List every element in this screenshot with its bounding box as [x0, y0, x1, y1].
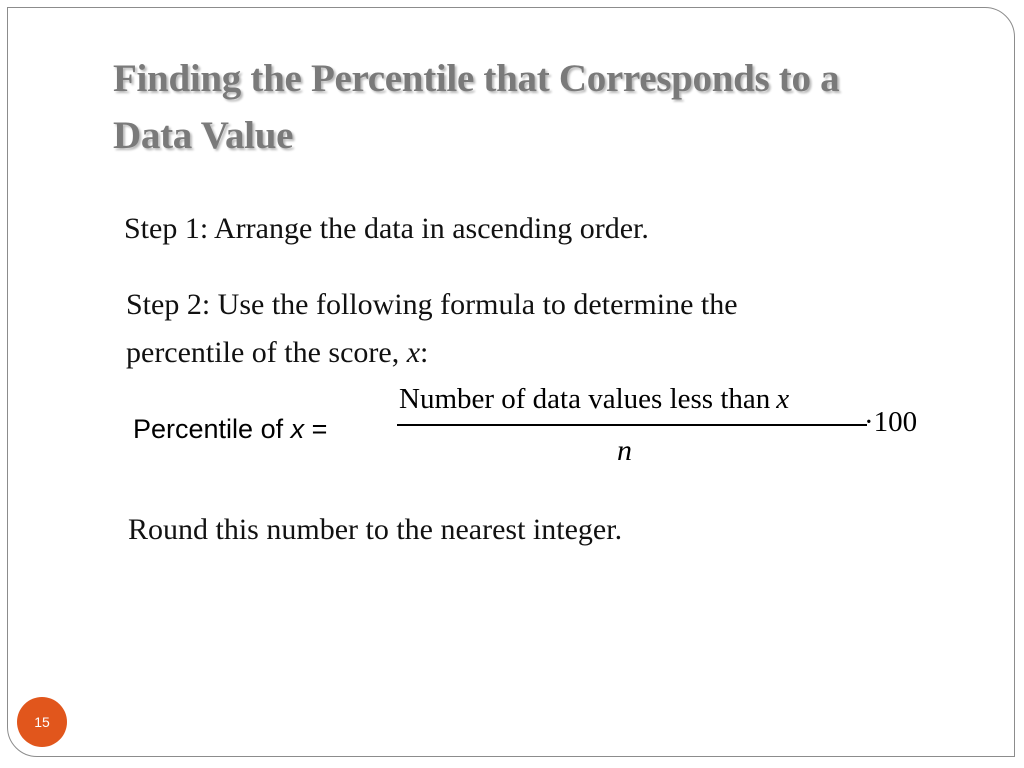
formula-fraction-bar: [397, 424, 867, 426]
step-2-variable-x: x: [406, 336, 421, 369]
step-2-line-1: Step 2: Use the following formula to determine the: [126, 288, 738, 321]
formula-numerator-text: Number of data values less than: [399, 383, 771, 415]
formula-lhs-equals: =: [304, 414, 328, 444]
formula-numerator: [399, 381, 789, 417]
formula-lhs-prefix: Percentile of: [133, 414, 291, 444]
title-line-1: Finding the Percentile that Corresponds to a: [113, 57, 840, 100]
title-line-2: Data Value: [113, 114, 294, 157]
step-2-text: [126, 281, 738, 377]
formula-denominator: n: [617, 434, 632, 467]
slide-title: [113, 50, 973, 164]
step-2-line-2-prefix: percentile of the score,: [126, 336, 407, 369]
formula-lhs-variable: x: [290, 414, 305, 444]
step-2-line-2: [126, 329, 738, 377]
step-2-line-2-suffix: :: [420, 336, 429, 369]
formula-multiplier: ·100: [864, 406, 918, 438]
round-note: Round this number to the nearest integer.: [128, 513, 623, 546]
formula-numerator-variable: x: [776, 383, 790, 415]
step-1-text: Step 1: Arrange the data in ascending order.: [124, 212, 649, 245]
formula-left-side: [133, 411, 327, 447]
slide-number-badge: 15: [17, 697, 67, 747]
